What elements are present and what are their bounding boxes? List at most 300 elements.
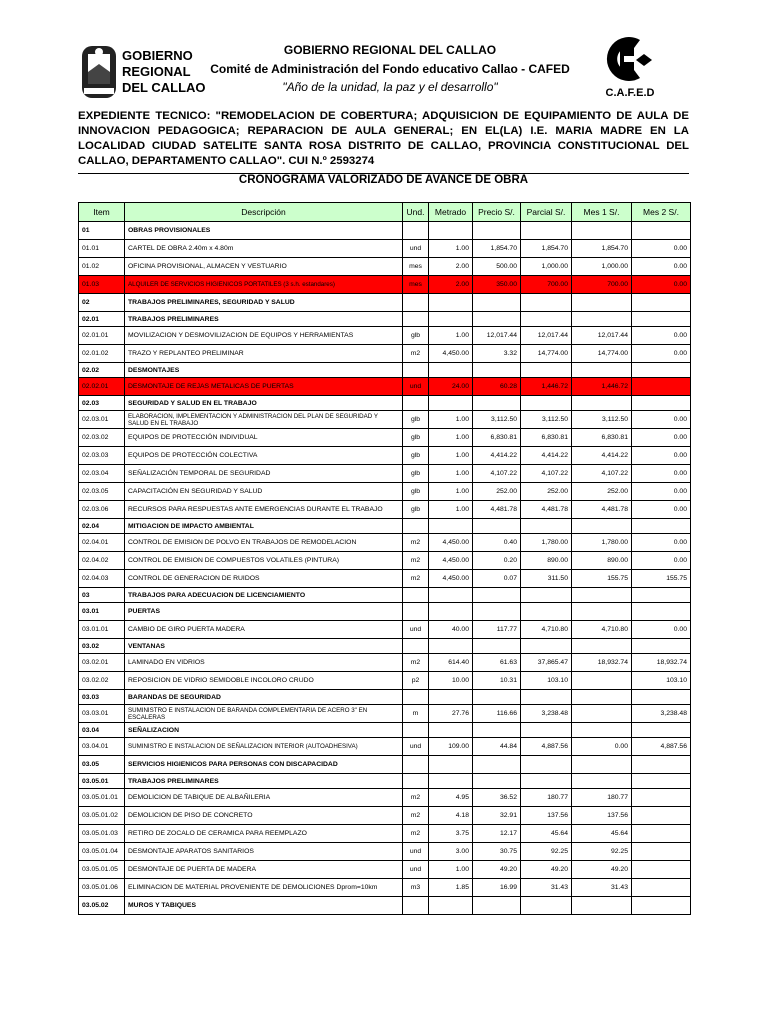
cell-month-2: 0.00 (632, 276, 691, 294)
cell-partial: 103.10 (521, 672, 572, 690)
cell-partial (521, 690, 572, 705)
cell-description: OBRAS PROVISIONALES (125, 222, 403, 240)
cell-month-2 (632, 861, 691, 879)
table-row (79, 825, 691, 843)
cell-unit-price (473, 897, 521, 915)
cell-item-code: 02.03.06 (79, 501, 125, 519)
cell-item-code: 03.03.01 (79, 705, 125, 723)
cell-month-1: 700.00 (572, 276, 632, 294)
cell-metrado: 27.76 (429, 705, 473, 723)
cell-item-code: 03 (79, 588, 125, 603)
document-header (0, 0, 768, 110)
cell-metrado: 4,450.00 (429, 345, 473, 363)
cell-month-1: 12,017.44 (572, 327, 632, 345)
cell-unit (403, 756, 429, 774)
cell-description: PUERTAS (125, 603, 403, 621)
cell-unit: glb (403, 483, 429, 501)
cell-metrado: 4.95 (429, 789, 473, 807)
cell-month-1: 1,780.00 (572, 534, 632, 552)
cell-month-1 (572, 396, 632, 411)
cell-metrado: 4,450.00 (429, 570, 473, 588)
cell-unit-price (473, 639, 521, 654)
cell-item-code: 02.01.01 (79, 327, 125, 345)
cell-item-code: 03.03 (79, 690, 125, 705)
cell-partial (521, 396, 572, 411)
year-motto: "Año de la unidad, la paz y el desarrollo" (282, 80, 498, 94)
table-row (79, 843, 691, 861)
cell-description: SEÑALIZACION (125, 723, 403, 738)
column-header-metrado: Metrado (429, 203, 473, 222)
cell-metrado: 40.00 (429, 621, 473, 639)
cell-unit: m2 (403, 570, 429, 588)
cell-month-2: 0.00 (632, 258, 691, 276)
cell-month-2 (632, 690, 691, 705)
column-header-mes-2: Mes 2 S/. (632, 203, 691, 222)
cell-description: REPOSICION DE VIDRIO SEMIDOBLE INCOLORO CRUDO (125, 672, 403, 690)
table-row (79, 501, 691, 519)
cell-unit: und (403, 738, 429, 756)
cell-description: TRABAJOS PRELIMINARES (125, 312, 403, 327)
cell-item-code: 03.01 (79, 603, 125, 621)
logo-text-line-1: GOBIERNO (122, 48, 193, 63)
cell-month-2: 4,887.56 (632, 738, 691, 756)
coat-of-arms-icon (82, 46, 116, 98)
cell-unit: m2 (403, 552, 429, 570)
cell-description: CAPACITACIÓN EN SEGURIDAD Y SALUD (125, 483, 403, 501)
cell-month-1: 0.00 (572, 738, 632, 756)
cell-unit-price (473, 690, 521, 705)
cafed-logo (596, 34, 664, 100)
cell-metrado: 109.00 (429, 738, 473, 756)
cell-unit-price: 4,107.22 (473, 465, 521, 483)
table-row (79, 879, 691, 897)
cell-metrado (429, 222, 473, 240)
cell-month-1 (572, 723, 632, 738)
cell-metrado: 2.00 (429, 258, 473, 276)
logo-text-line-3: DEL CALLAO (122, 80, 206, 95)
cell-partial: 4,481.78 (521, 501, 572, 519)
cell-item-code: 03.05.01.06 (79, 879, 125, 897)
cell-partial: 3,112.50 (521, 411, 572, 429)
cell-month-2 (632, 519, 691, 534)
cell-metrado: 614.40 (429, 654, 473, 672)
cell-metrado (429, 897, 473, 915)
cell-month-2 (632, 639, 691, 654)
cell-item-code: 03.05.01.01 (79, 789, 125, 807)
cell-partial: 31.43 (521, 879, 572, 897)
cell-partial: 92.25 (521, 843, 572, 861)
cell-partial (521, 312, 572, 327)
cell-unit-price (473, 774, 521, 789)
cell-month-1 (572, 705, 632, 723)
cell-partial: 1,780.00 (521, 534, 572, 552)
table-row (79, 552, 691, 570)
cell-unit (403, 588, 429, 603)
cell-item-code: 02.04.01 (79, 534, 125, 552)
cell-unit: m2 (403, 345, 429, 363)
cell-description: LAMINADO EN VIDRIOS (125, 654, 403, 672)
cell-metrado: 1.00 (429, 429, 473, 447)
cell-unit: glb (403, 465, 429, 483)
cell-item-code: 01.03 (79, 276, 125, 294)
cell-unit-price (473, 603, 521, 621)
cell-partial: 180.77 (521, 789, 572, 807)
cell-unit-price: 30.75 (473, 843, 521, 861)
cell-item-code: 02.03 (79, 396, 125, 411)
cell-unit (403, 519, 429, 534)
column-header-item: Item (79, 203, 125, 222)
cell-description: CAMBIO DE GIRO PUERTA MADERA (125, 621, 403, 639)
cell-description: VENTANAS (125, 639, 403, 654)
cell-partial: 45.64 (521, 825, 572, 843)
section-row (79, 603, 691, 621)
cell-month-2 (632, 363, 691, 378)
cell-item-code: 02.02 (79, 363, 125, 378)
cell-description: CONTROL DE EMISION DE POLVO EN TRABAJOS DE REMODELACION (125, 534, 403, 552)
cell-metrado (429, 690, 473, 705)
cell-month-2 (632, 294, 691, 312)
cell-month-2 (632, 897, 691, 915)
cell-metrado (429, 639, 473, 654)
cell-description: DESMONTAJES (125, 363, 403, 378)
cell-partial: 37,865.47 (521, 654, 572, 672)
section-row (79, 690, 691, 705)
table-row (79, 429, 691, 447)
cell-description: DEMOLICION DE PISO DE CONCRETO (125, 807, 403, 825)
cell-partial: 311.50 (521, 570, 572, 588)
column-header-precio: Precio S/. (473, 203, 521, 222)
cell-month-2: 0.00 (632, 552, 691, 570)
cell-unit-price (473, 222, 521, 240)
table-row (79, 738, 691, 756)
cell-description: DEMOLICION DE TABIQUE DE ALBAÑILERIA (125, 789, 403, 807)
cell-unit-price: 36.52 (473, 789, 521, 807)
section-row (79, 756, 691, 774)
cell-unit-price (473, 519, 521, 534)
cell-partial: 1,000.00 (521, 258, 572, 276)
cell-metrado: 1.00 (429, 465, 473, 483)
cell-unit (403, 897, 429, 915)
cell-month-1: 252.00 (572, 483, 632, 501)
cell-metrado: 2.00 (429, 276, 473, 294)
cell-month-2 (632, 756, 691, 774)
organization-name: GOBIERNO REGIONAL DEL CALLAO (283, 43, 497, 57)
cell-unit: m2 (403, 789, 429, 807)
cell-partial: 4,414.22 (521, 447, 572, 465)
cell-partial: 4,710.80 (521, 621, 572, 639)
cell-item-code: 03.05 (79, 756, 125, 774)
column-header-parcial: Parcial S/. (521, 203, 572, 222)
cell-unit: glb (403, 429, 429, 447)
cell-metrado: 4.18 (429, 807, 473, 825)
cell-description: RECURSOS PARA RESPUESTAS ANTE EMERGENCIAS DURANTE EL TRABAJO (125, 501, 403, 519)
cell-metrado: 10.00 (429, 672, 473, 690)
cell-month-2 (632, 396, 691, 411)
cell-month-2 (632, 825, 691, 843)
table-row (79, 807, 691, 825)
cell-month-1 (572, 897, 632, 915)
cell-unit: und (403, 378, 429, 396)
cell-unit-price: 60.28 (473, 378, 521, 396)
cell-unit-price: 49.20 (473, 861, 521, 879)
cell-item-code: 02.01.02 (79, 345, 125, 363)
cell-description: MOVILIZACION Y DESMOVILIZACION DE EQUIPOS Y HERRAMIENTAS (125, 327, 403, 345)
cell-unit-price (473, 363, 521, 378)
cell-item-code: 02.04.02 (79, 552, 125, 570)
cell-month-1: 137.56 (572, 807, 632, 825)
cell-partial: 12,017.44 (521, 327, 572, 345)
cell-metrado: 24.00 (429, 378, 473, 396)
cell-item-code: 02 (79, 294, 125, 312)
cell-unit: und (403, 240, 429, 258)
cell-month-1: 890.00 (572, 552, 632, 570)
cell-metrado (429, 774, 473, 789)
cell-description: CONTROL DE EMISION DE COMPUESTOS VOLATILES (PINTURA) (125, 552, 403, 570)
cell-month-1: 1,854.70 (572, 240, 632, 258)
cell-month-1: 4,107.22 (572, 465, 632, 483)
section-row (79, 897, 691, 915)
cell-metrado: 1.00 (429, 447, 473, 465)
cell-unit: m2 (403, 654, 429, 672)
table-title: CRONOGRAMA VALORIZADO DE AVANCE DE OBRA (238, 174, 529, 186)
cell-partial: 137.56 (521, 807, 572, 825)
cell-item-code: 03.05.01.02 (79, 807, 125, 825)
cell-partial (521, 723, 572, 738)
cell-description: SEGURIDAD Y SALUD EN EL TRABAJO (125, 396, 403, 411)
cell-partial: 3,238.48 (521, 705, 572, 723)
section-row (79, 723, 691, 738)
cell-partial: 252.00 (521, 483, 572, 501)
cell-month-2 (632, 588, 691, 603)
cell-unit-price: 0.20 (473, 552, 521, 570)
cell-unit-price: 61.63 (473, 654, 521, 672)
cell-month-1: 4,481.78 (572, 501, 632, 519)
table-body (79, 222, 691, 915)
cell-unit-price (473, 723, 521, 738)
column-header-unit: Und. (403, 203, 429, 222)
cell-item-code: 02.03.04 (79, 465, 125, 483)
cell-partial (521, 756, 572, 774)
cell-partial (521, 363, 572, 378)
table-row (79, 258, 691, 276)
cell-month-2: 0.00 (632, 429, 691, 447)
cell-description: DESMONTAJE DE PUERTA DE MADERA (125, 861, 403, 879)
cell-item-code: 03.05.01.05 (79, 861, 125, 879)
cell-description: SERVICIOS HIGIENICOS PARA PERSONAS CON DISCAPACIDAD (125, 756, 403, 774)
cell-month-2: 0.00 (632, 534, 691, 552)
cell-metrado (429, 294, 473, 312)
cell-partial (521, 519, 572, 534)
cell-unit-price: 10.31 (473, 672, 521, 690)
cell-month-2: 0.00 (632, 621, 691, 639)
cell-description: ELABORACION, IMPLEMENTACION Y ADMINISTRACION DEL PLAN DE SEGURIDAD Y SALUD EN EL TRABAJO (125, 411, 403, 429)
cell-unit: m (403, 705, 429, 723)
cell-metrado: 1.00 (429, 501, 473, 519)
cell-month-1: 4,414.22 (572, 447, 632, 465)
cell-item-code: 02.03.01 (79, 411, 125, 429)
table-row (79, 483, 691, 501)
cell-description: TRABAJOS PARA ADECUACION DE LICENCIAMIENTO (125, 588, 403, 603)
cell-unit-price: 12.17 (473, 825, 521, 843)
table-row (79, 345, 691, 363)
cell-month-2: 18,932.74 (632, 654, 691, 672)
cell-month-1 (572, 603, 632, 621)
cell-partial (521, 774, 572, 789)
cell-month-2 (632, 378, 691, 396)
cell-unit (403, 603, 429, 621)
cell-metrado: 1.00 (429, 240, 473, 258)
cell-partial: 1,854.70 (521, 240, 572, 258)
cell-month-2 (632, 222, 691, 240)
cell-unit-price (473, 756, 521, 774)
cell-metrado: 3.00 (429, 843, 473, 861)
cell-unit: mes (403, 258, 429, 276)
cell-month-1: 31.43 (572, 879, 632, 897)
cell-partial: 4,107.22 (521, 465, 572, 483)
cell-month-2: 0.00 (632, 483, 691, 501)
cell-metrado: 4,450.00 (429, 552, 473, 570)
cell-month-1: 49.20 (572, 861, 632, 879)
cell-description: MUROS Y TABIQUES (125, 897, 403, 915)
cell-unit: glb (403, 327, 429, 345)
section-row (79, 312, 691, 327)
cell-month-1 (572, 363, 632, 378)
cell-description: ALQUILER DE SERVICIOS HIGIENICOS PORTATILES (3 s.h. estandares) (125, 276, 403, 294)
cell-month-1 (572, 312, 632, 327)
table-row (79, 789, 691, 807)
cell-unit: und (403, 621, 429, 639)
cell-unit-price (473, 294, 521, 312)
cell-unit-price: 3.32 (473, 345, 521, 363)
table-row (79, 570, 691, 588)
cell-unit-price: 4,414.22 (473, 447, 521, 465)
cell-month-1 (572, 774, 632, 789)
cell-partial: 1,446.72 (521, 378, 572, 396)
table-row (79, 654, 691, 672)
cell-description: CARTEL DE OBRA 2.40m x 4.80m (125, 240, 403, 258)
cell-partial: 700.00 (521, 276, 572, 294)
cell-month-1: 6,830.81 (572, 429, 632, 447)
cell-description: CONTROL DE GENERACION DE RUIDOS (125, 570, 403, 588)
cell-month-2: 155.75 (632, 570, 691, 588)
table-row (79, 621, 691, 639)
table-row (79, 672, 691, 690)
cell-unit-price: 252.00 (473, 483, 521, 501)
cell-unit: m2 (403, 534, 429, 552)
column-header-mes-1: Mes 1 S/. (572, 203, 632, 222)
cell-month-2: 0.00 (632, 240, 691, 258)
cell-month-1: 1,446.72 (572, 378, 632, 396)
cell-month-2 (632, 843, 691, 861)
table-row (79, 240, 691, 258)
cell-partial: 4,887.56 (521, 738, 572, 756)
cell-item-code: 01.01 (79, 240, 125, 258)
cell-item-code: 03.05.01.03 (79, 825, 125, 843)
cell-unit: glb (403, 501, 429, 519)
cell-description: DESMONTAJE APARATOS SANITARIOS (125, 843, 403, 861)
schedule-table-container (78, 202, 690, 915)
cell-unit (403, 222, 429, 240)
cell-description: TRAZO Y REPLANTEO PRELIMINAR (125, 345, 403, 363)
cell-unit-price (473, 588, 521, 603)
cell-metrado: 1.00 (429, 327, 473, 345)
expediente-title: EXPEDIENTE TECNICO: "REMODELACION DE COBERTURA; ADQUISICION DE EQUIPAMIENTO DE AULA DE INNOVACION PEDAGOGICA; REPARACION DE AULA GENERAL; EN EL(LA) I.E. MARIA MADRE EN LA LOCALIDAD CIUDAD SATELITE SANTA ROSA DISTRITO DE CALLAO, PROVINCIA CONSTITUCIONAL DEL CALLAO, DEPARTAMENTO CALLAO". CUI N.º 2593274 (78, 110, 689, 167)
cell-description: BARANDAS DE SEGURIDAD (125, 690, 403, 705)
section-row (79, 396, 691, 411)
cell-metrado (429, 312, 473, 327)
cell-metrado: 1.00 (429, 861, 473, 879)
cell-unit-price: 500.00 (473, 258, 521, 276)
cell-item-code: 02.04.03 (79, 570, 125, 588)
cell-partial (521, 897, 572, 915)
cell-month-1 (572, 588, 632, 603)
cell-month-2: 0.00 (632, 501, 691, 519)
cell-item-code: 03.01.01 (79, 621, 125, 639)
cell-unit-price: 1,854.70 (473, 240, 521, 258)
cell-description: MITIGACION DE IMPACTO AMBIENTAL (125, 519, 403, 534)
cell-description: SUMINISTRO E INSTALACION DE BARANDA COMPLEMENTARIA DE ACERO 3" EN ESCALERAS (125, 705, 403, 723)
cell-metrado (429, 756, 473, 774)
table-row (79, 465, 691, 483)
section-row (79, 774, 691, 789)
logo-text-line-2: REGIONAL (122, 64, 191, 79)
cell-month-1: 18,932.74 (572, 654, 632, 672)
section-row (79, 222, 691, 240)
cell-unit (403, 639, 429, 654)
cell-month-1 (572, 519, 632, 534)
gobierno-regional-logo (78, 42, 206, 104)
section-row (79, 639, 691, 654)
cell-month-1: 45.64 (572, 825, 632, 843)
cell-unit: mes (403, 276, 429, 294)
cell-partial: 14,774.00 (521, 345, 572, 363)
cell-description: RETIRO DE ZOCALO DE CERAMICA PARA REEMPLAZO (125, 825, 403, 843)
cell-item-code: 02.01 (79, 312, 125, 327)
cell-month-2 (632, 723, 691, 738)
cell-month-1 (572, 294, 632, 312)
cell-item-code: 03.05.01 (79, 774, 125, 789)
cell-unit: und (403, 843, 429, 861)
cell-month-1: 155.75 (572, 570, 632, 588)
cell-item-code: 03.04 (79, 723, 125, 738)
cell-unit-price: 44.84 (473, 738, 521, 756)
table-row (79, 534, 691, 552)
cell-description: SUMINISTRO E INSTALACION DE SEÑALIZACION INTERIOR (AUTOADHESIVA) (125, 738, 403, 756)
cell-description: ELIMINACION DE MATERIAL PROVENIENTE DE DEMOLICIONES Dprom=10km (125, 879, 403, 897)
cell-unit-price: 0.40 (473, 534, 521, 552)
cell-item-code: 02.03.05 (79, 483, 125, 501)
cell-unit-price: 12,017.44 (473, 327, 521, 345)
cell-description: EQUIPOS DE PROTECCIÓN INDIVIDUAL (125, 429, 403, 447)
cell-metrado (429, 588, 473, 603)
cell-month-2: 103.10 (632, 672, 691, 690)
cell-unit (403, 396, 429, 411)
cell-metrado (429, 723, 473, 738)
cell-partial: 6,830.81 (521, 429, 572, 447)
cell-unit-price (473, 396, 521, 411)
cell-month-1: 14,774.00 (572, 345, 632, 363)
cell-month-2 (632, 603, 691, 621)
cell-unit: glb (403, 411, 429, 429)
cell-month-1 (572, 690, 632, 705)
cell-unit: m2 (403, 807, 429, 825)
cell-metrado: 3.75 (429, 825, 473, 843)
cell-month-1 (572, 672, 632, 690)
cell-unit (403, 312, 429, 327)
committee-name: Comité de Administración del Fondo educativo Callao - CAFED (210, 62, 570, 76)
cell-unit-price: 116.66 (473, 705, 521, 723)
cell-partial (521, 294, 572, 312)
